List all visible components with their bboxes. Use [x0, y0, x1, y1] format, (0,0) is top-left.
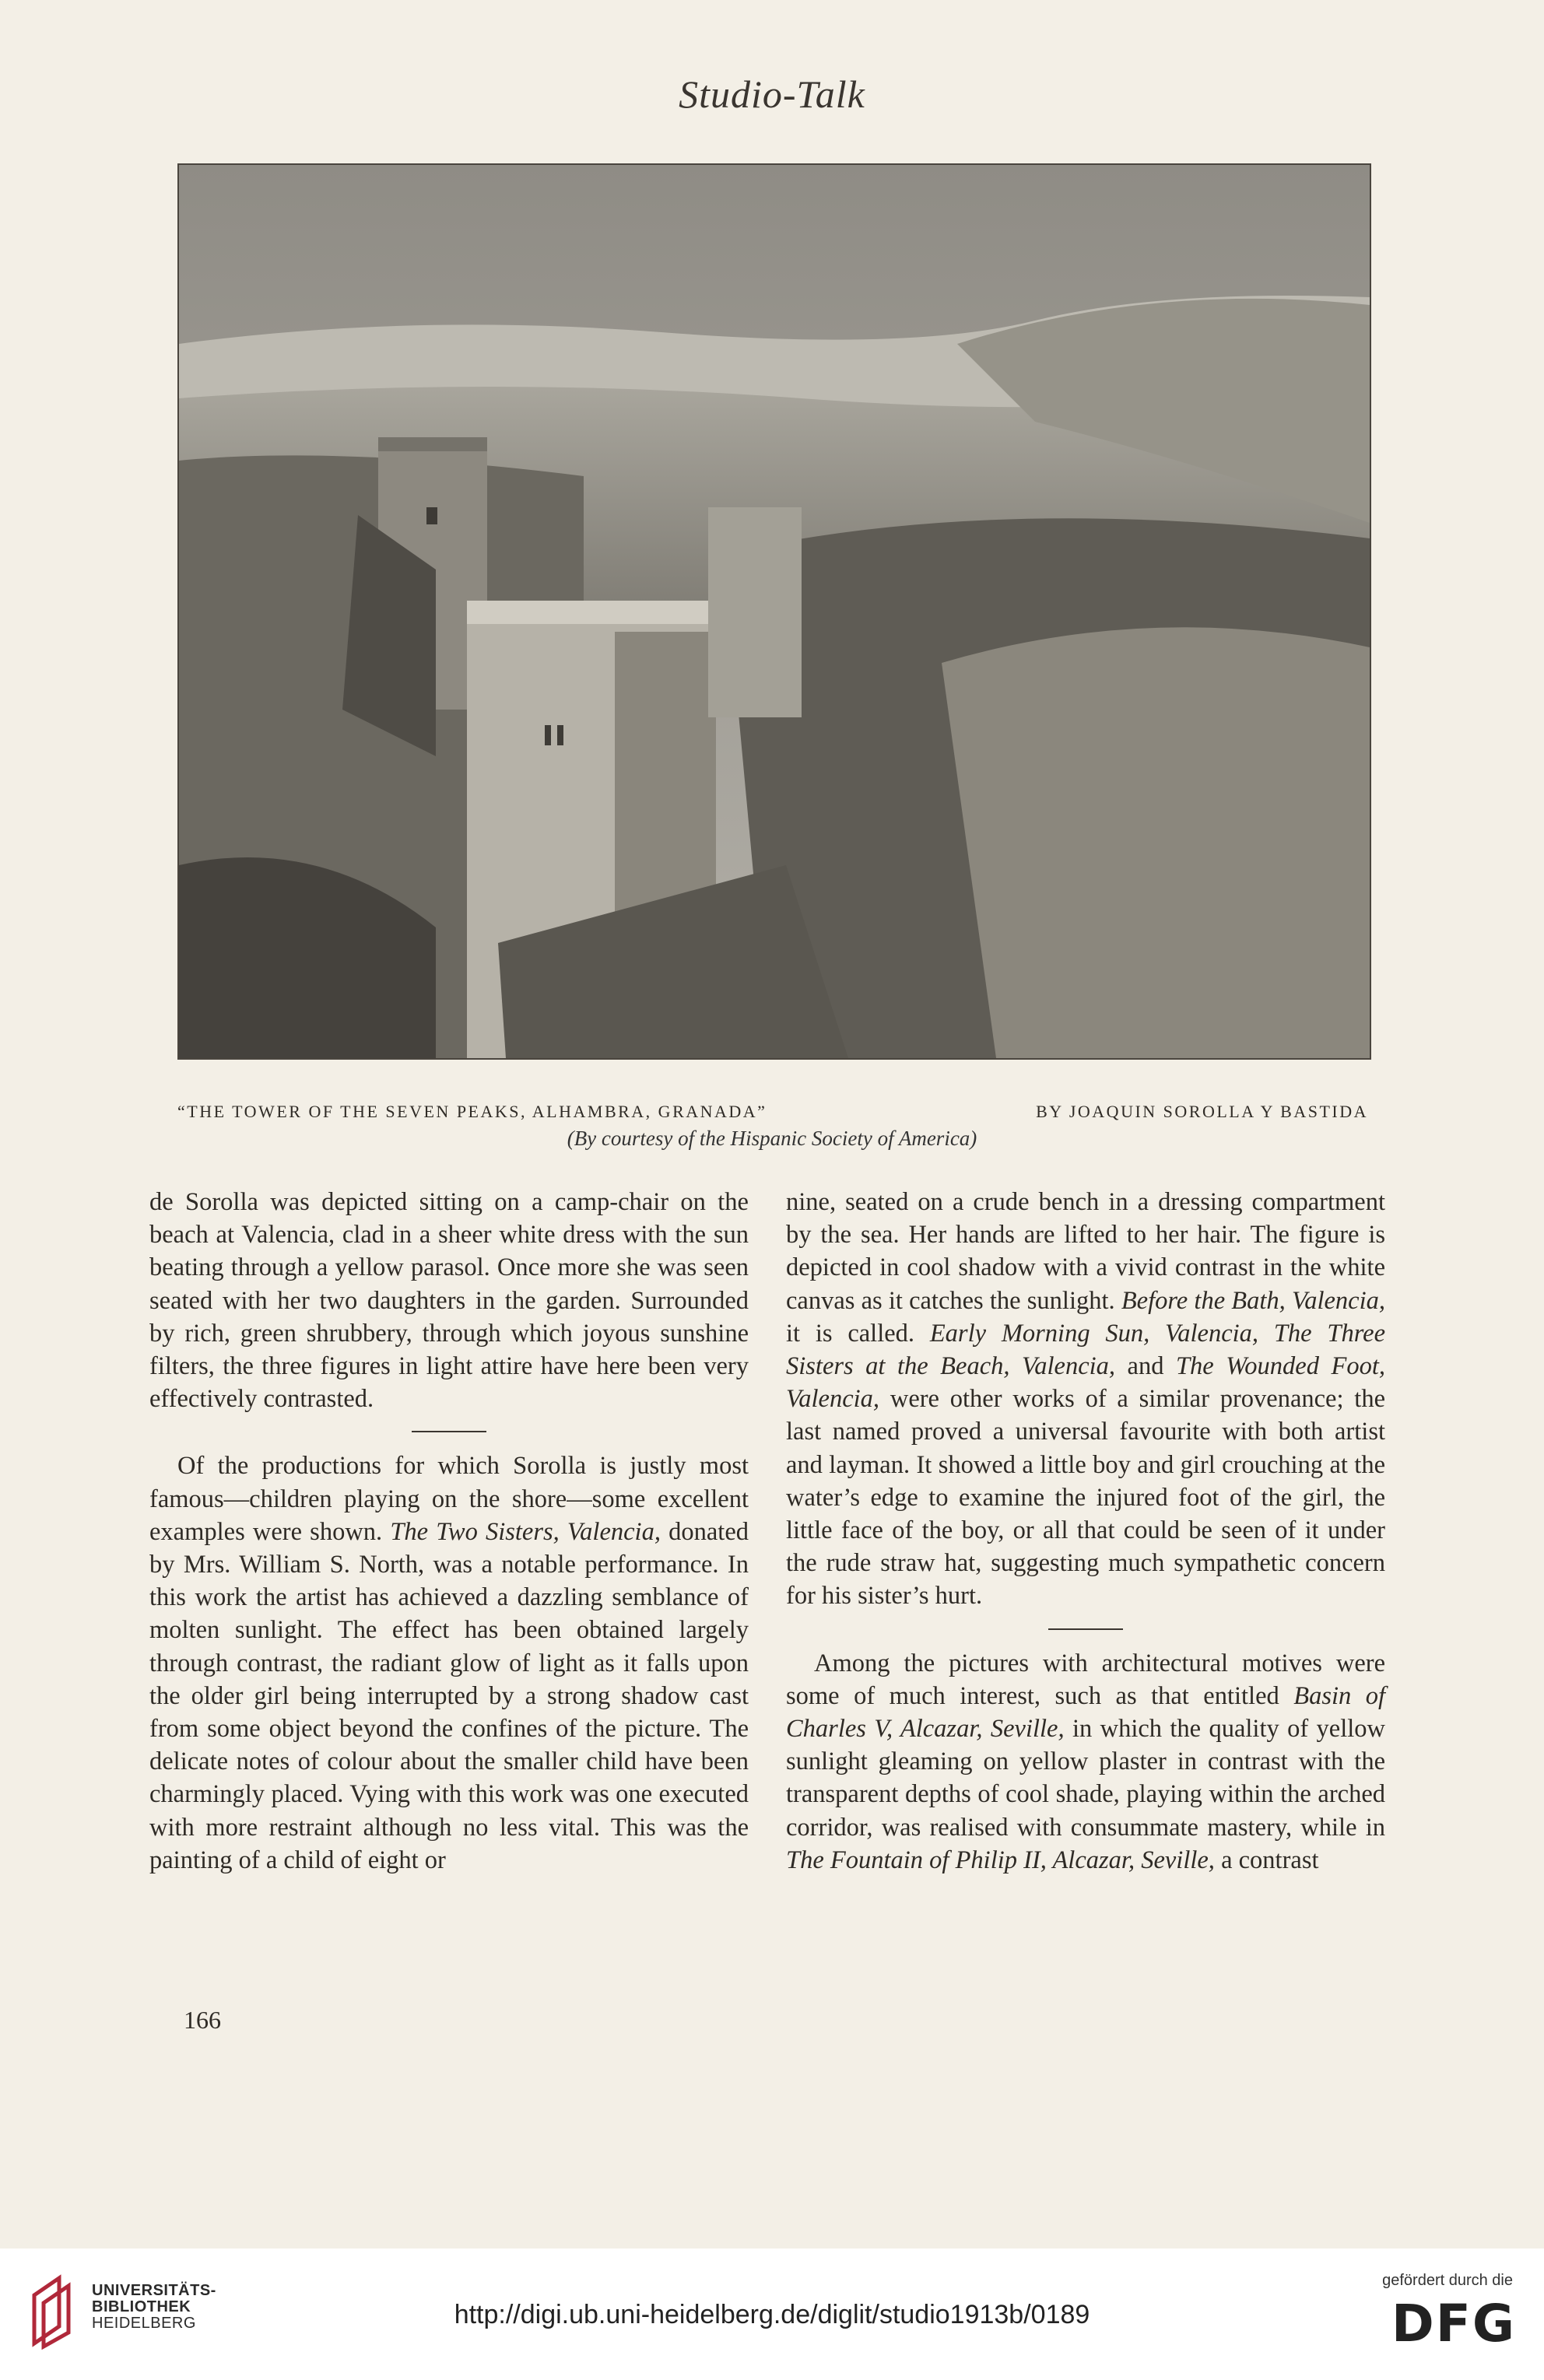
painting-title: The Fountain of Philip II, Alcazar, Seville, [786, 1845, 1215, 1874]
left-column [149, 1186, 749, 1877]
text-run: donated by Mrs. William S. North, was a notable performance. In this work the artist has achieved a dazzling semblance of molten sunlight. The effect has been obtained largely through contrast, the radiant glow of light as it falls upon the older girl being interrupted by a strong shadow cast from some object beyond the confines of the picture. The delicate notes of colour about the smaller child have been charmingly placed. Vying with this work was one executed with more restraint although no less vital. This was the painting of a child of eight or [149, 1517, 749, 1874]
library-name-line: BIBLIOTHEK [92, 2298, 191, 2315]
paragraph [786, 1647, 1385, 1877]
page-number: 166 [184, 2006, 221, 2034]
painting-title: The Wounded Foot, Valencia, [786, 1352, 1385, 1414]
text-run: Of the productions for which Sorolla is justly most famous—children playing on the shore—some excellent examples were shown. [149, 1452, 749, 1546]
caption-artist: BY JOAQUIN SOROLLA Y BASTIDA [1036, 1102, 1368, 1121]
text-run: Among the pictures with architectural motives were some of much interest, such as that entitled [786, 1649, 1385, 1710]
text-run: a contrast [1221, 1845, 1319, 1874]
running-head: Studio-Talk [679, 72, 865, 116]
text-run: it is called. [786, 1319, 915, 1348]
paragraph: de Sorolla was depicted sitting on a camp-chair on the beach at Valencia, clad in a sheer white dress with the sun beating through a yellow parasol. Once more she was seen seated with her two daughters in the garden. Surrounded by rich, green shrubbery, through which joyous sunshine filters, the three figures in light attire have here been very effectively contrasted. [149, 1188, 749, 1414]
section-rule [1048, 1628, 1123, 1630]
paragraph [786, 1186, 1385, 1613]
painting-plate [177, 163, 1371, 1060]
section-rule [412, 1431, 486, 1432]
painting-image [179, 165, 1370, 1058]
right-column [786, 1186, 1385, 1877]
library-name-line: HEIDELBERG [92, 2315, 196, 2332]
painting-title: Before the Bath, Valencia, [1121, 1286, 1386, 1315]
painting-title: Basin of Charles V, Alcazar, Seville, [786, 1681, 1386, 1744]
text-run: and [1127, 1352, 1164, 1381]
painting-title: Early Morning Sun, Valencia, The Three Sisters at the Beach, Valencia, [786, 1319, 1386, 1381]
painting-title: The Two Sisters, Valencia, [390, 1517, 661, 1546]
digitization-footer [0, 2249, 1544, 2380]
caption-credit: (By courtesy of the Hispanic Society of America) [567, 1127, 977, 1150]
text-run: nine, seated on a crude bench in a dressing compartment by the sea. Her hands are lifted to her hair. The figure is depicted in cool shadow with a vivid contrast in the white canvas as it catches the sunlight. [786, 1188, 1385, 1315]
dfg-logo: DFG [1391, 2294, 1516, 2354]
funding-note: gefördert durch die [1382, 2272, 1513, 2289]
paragraph [149, 1449, 749, 1877]
library-name-line: UNIVERSITÄTS- [92, 2282, 216, 2299]
text-run: in which the quality of yellow sunlight gleaming on yellow plaster in contrast with the transparent depths of cool shade, playing within the arched corridor, was realised with consummate mastery, while in [786, 1715, 1386, 1842]
caption-title: “THE TOWER OF THE SEVEN PEAKS, ALHAMBRA, GRANADA” [177, 1102, 767, 1121]
permalink-url[interactable]: http://digi.ub.uni-heidelberg.de/diglit/studio1913b/0189 [454, 2300, 1090, 2329]
text-run: were other works of a similar provenance; the last named proved a universal favourite with both artist and layman. It showed a little boy and girl crouching at the water’s edge to examine the injured foot of the girl, the little face of the boy, or all that could be seen of it under the rude straw hat, suggesting much sympathetic concern for his sister’s hurt. [786, 1385, 1385, 1611]
